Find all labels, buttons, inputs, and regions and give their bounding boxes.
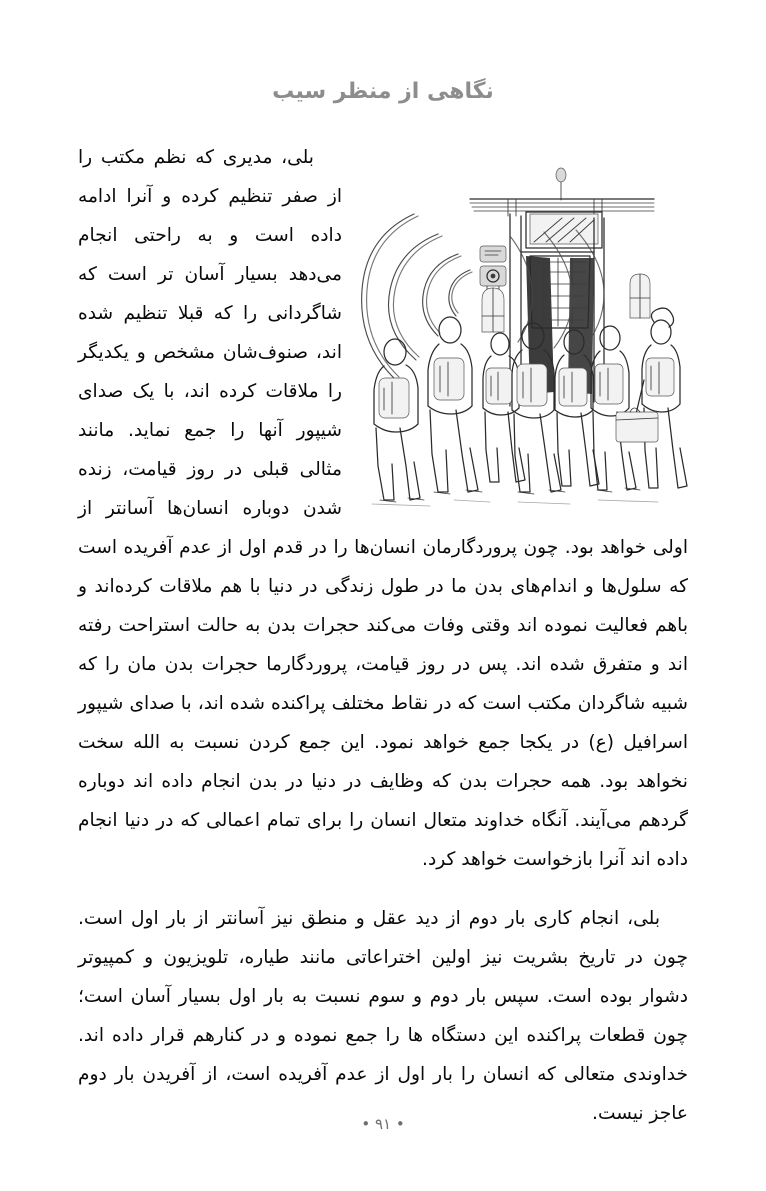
briefcase-icon: [616, 408, 658, 442]
body-text-column: [78, 138, 688, 1133]
school-entrance-illustration: [358, 166, 688, 508]
paragraph-2: بلی، انجام کاری بار دوم از دید عقل و منطق نیز آسانتر از بار اول است. چون در تاریخ بشریت نیز اولین اختراعاتی مانند طیاره، تلویزیون و کمپیوتر دشوار بوده است. سپس بار دوم و سوم نسبت به بار اول بسیار آسان است؛ چون قطعات پراکنده این دستگاه ها را جمع نموده و در کنارهم قرار داده اند. خداوندی متعالی که انسان را بار اول از عدم آفریده است، از آفریدن بار دوم عاجز نیست.: [78, 908, 688, 1124]
student-figure-with-briefcase: [616, 308, 687, 488]
student-figure: [483, 333, 525, 482]
school-bell-icon: [480, 246, 506, 332]
side-window: [630, 274, 650, 318]
page-number: • ۹۱ •: [361, 1115, 405, 1133]
page-title: نگاهی از منظر سیب: [272, 78, 494, 104]
pole-lamp-icon: [556, 168, 566, 200]
paragraph-1: بلی، مدیری که نظم مکتب را از صفر تنظیم کرده و آنرا ادامه داده است و به راحتی انجام می‌دهد بسیار آسان تر است که شاگردانی را که قبلا تنظیم شده اند، صنوف‌شان مشخص و یکدیگر را ملاقات کرده اند، با یک صدای شیپور آنها را جمع نماید. مانند مثالی قبلی در روز قیامت، زنده شدن دوباره انسان‌ها آسانتر از اولی خواهد بود. چون پروردگارمان انسان‌ها را در قدم اول از عدم آفریده است که سلول‌ها و اندام‌های بدن ما در طول زندگی در دنیا با هم ملاقات کرده‌اند و باهم فعالیت نموده اند وقتی وفات می‌کند حجرات بدن به حالت استراحت رفته اند و متفرق شده اند. پس در روز قیامت، پروردگارما حجرات بدن مان را که شبیه شاگردان مکتب است که در نقاط مختلف پراکنده شده اند، با صدای شیپور اسرافیل (ع) در یکجا جمع خواهد نمود. این جمع کردن نسبت به الله سخت نخواهد بود. همه حجرات بدن که وظایف در دنیا در بدن انجام داده اند دوباره گردهم می‌آیند. آنگاه خداوند متعال انسان را برای تمام اعمالی که در دنیا انجام داده اند آنرا بازخواست خواهد کرد.: [78, 147, 688, 870]
sketch-svg: [358, 166, 688, 508]
student-figure: [428, 317, 482, 494]
upper-window: [526, 212, 602, 248]
